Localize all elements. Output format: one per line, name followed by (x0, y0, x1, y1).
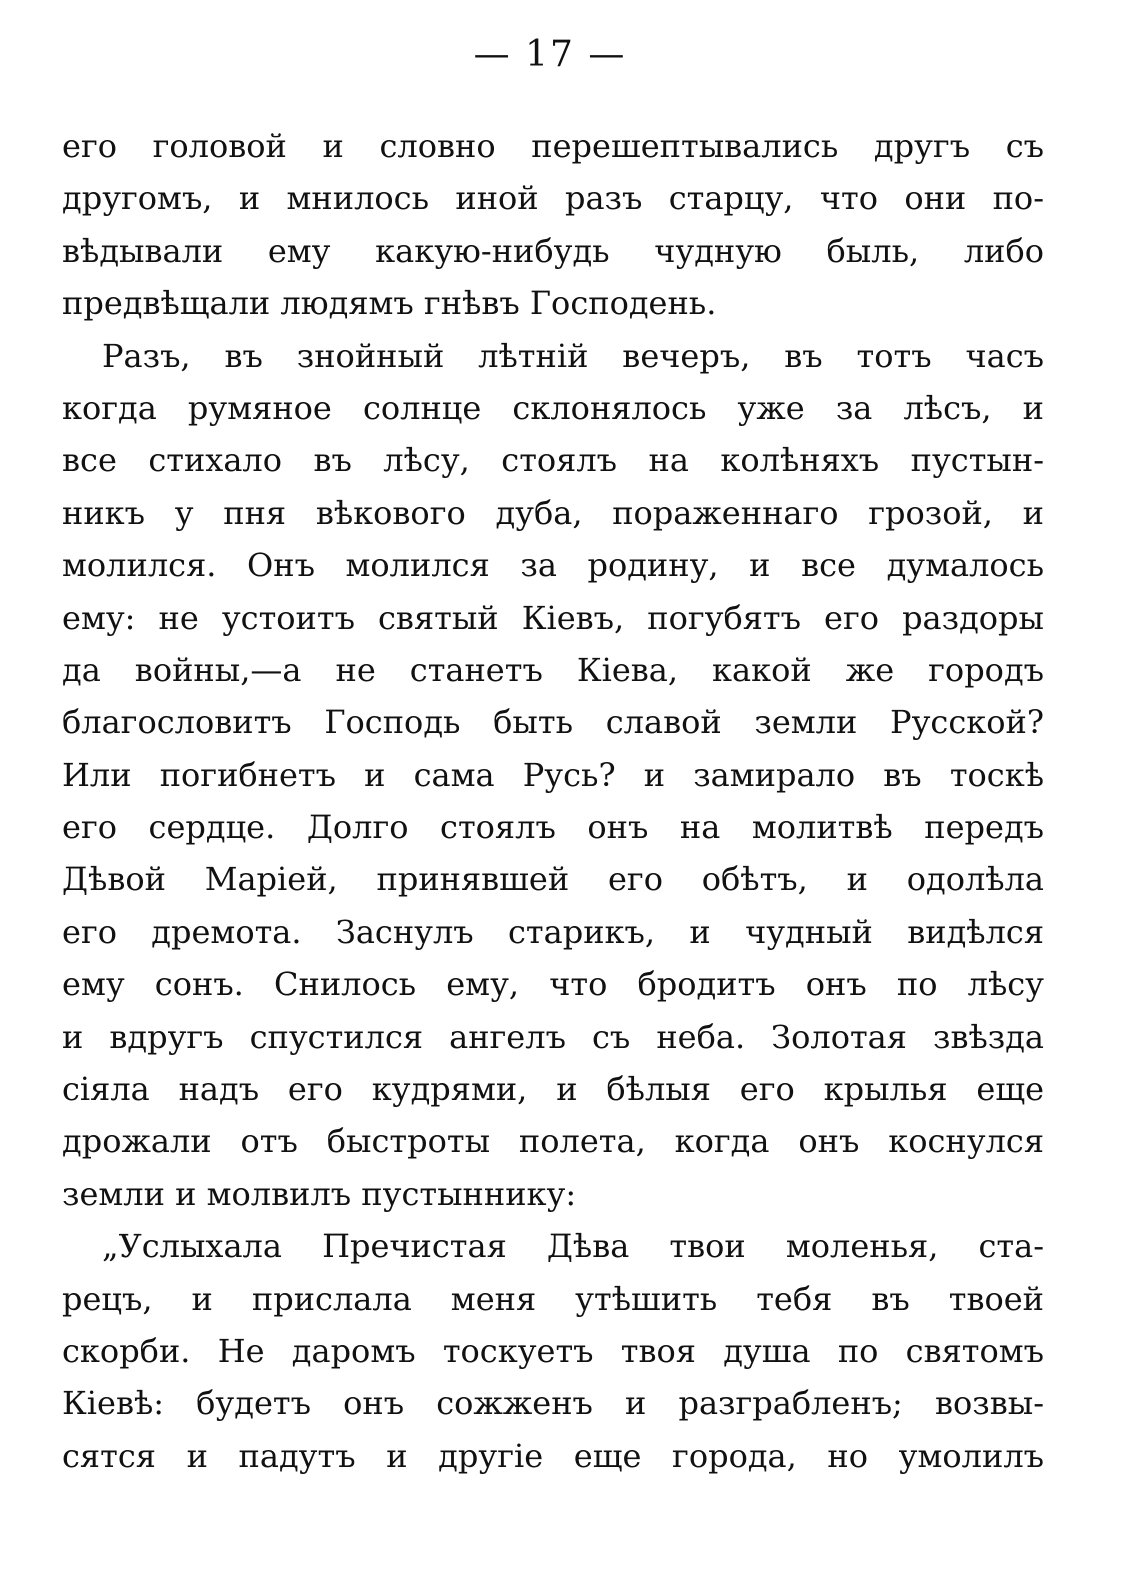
text-line: благословитъ Господь быть славой земли Русской? (62, 703, 1044, 742)
text-line: рецъ, и прислала меня утѣшить тебя въ твоей (62, 1279, 1044, 1318)
text-line: молился. Онъ молился за родину, и все думалось (62, 546, 1044, 585)
text-line: вѣдывали ему какую-нибудь чудную быль, либо (62, 231, 1044, 270)
text-line: предвѣщали людямъ гнѣвъ Господень. (62, 284, 717, 323)
text-line: Кіевѣ: будетъ онъ сожженъ и разграбленъ; возвы- (62, 1384, 1044, 1423)
text-line: сіяла надъ его кудрями, и бѣлыя его крылья еще (62, 1070, 1044, 1109)
paragraph-start-line: „Услыхала Пречистая Дѣва твои моленья, ста- (102, 1227, 1044, 1266)
text-line: дрожали отъ быстроты полета, когда онъ коснулся (62, 1122, 1044, 1161)
text-line: и вдругъ спустился ангелъ съ неба. Золотая звѣзда (62, 1017, 1044, 1056)
text-line: его сердце. Долго стоялъ онъ на молитвѣ передъ (62, 808, 1044, 847)
text-line: сятся и падутъ и другіе еще города, но умолилъ (62, 1436, 1044, 1475)
text-line: никъ у пня вѣкового дуба, пораженнаго грозой, и (62, 493, 1044, 532)
body-text (62, 120, 1044, 1482)
text-line: его дремота. Заснулъ старикъ, и чудный видѣлся (62, 912, 1044, 951)
text-line: земли и молвилъ пустыннику: (62, 1174, 577, 1213)
text-line: ему: не устоитъ святый Кіевъ, погубятъ его раздоры (62, 598, 1044, 637)
text-line: Или погибнетъ и сама Русь? и замирало въ тоскѣ (62, 755, 1044, 794)
text-line: его головой и словно перешептывались другъ съ (62, 127, 1044, 165)
text-line: да войны,—а не станетъ Кіева, какой же городъ (62, 650, 1044, 689)
paragraph-start-line: Разъ, въ знойный лѣтній вечеръ, въ тотъ часъ (102, 336, 1044, 375)
text-line: скорби. Не даромъ тоскуетъ твоя душа по святомъ (62, 1331, 1044, 1370)
text-line: все стихало въ лѣсу, стоялъ на колѣняхъ пустын- (62, 441, 1044, 480)
page-number: — 17 — (473, 34, 627, 75)
text-line: Дѣвой Маріей, принявшей его обѣтъ, и одолѣла (62, 860, 1044, 899)
text-line: ему сонъ. Снилось ему, что бродитъ онъ по лѣсу (62, 965, 1044, 1004)
text-line: когда румяное солнце склонялось уже за лѣсъ, и (62, 388, 1044, 427)
text-line: другомъ, и мнилось иной разъ старцу, что они по- (62, 179, 1044, 218)
